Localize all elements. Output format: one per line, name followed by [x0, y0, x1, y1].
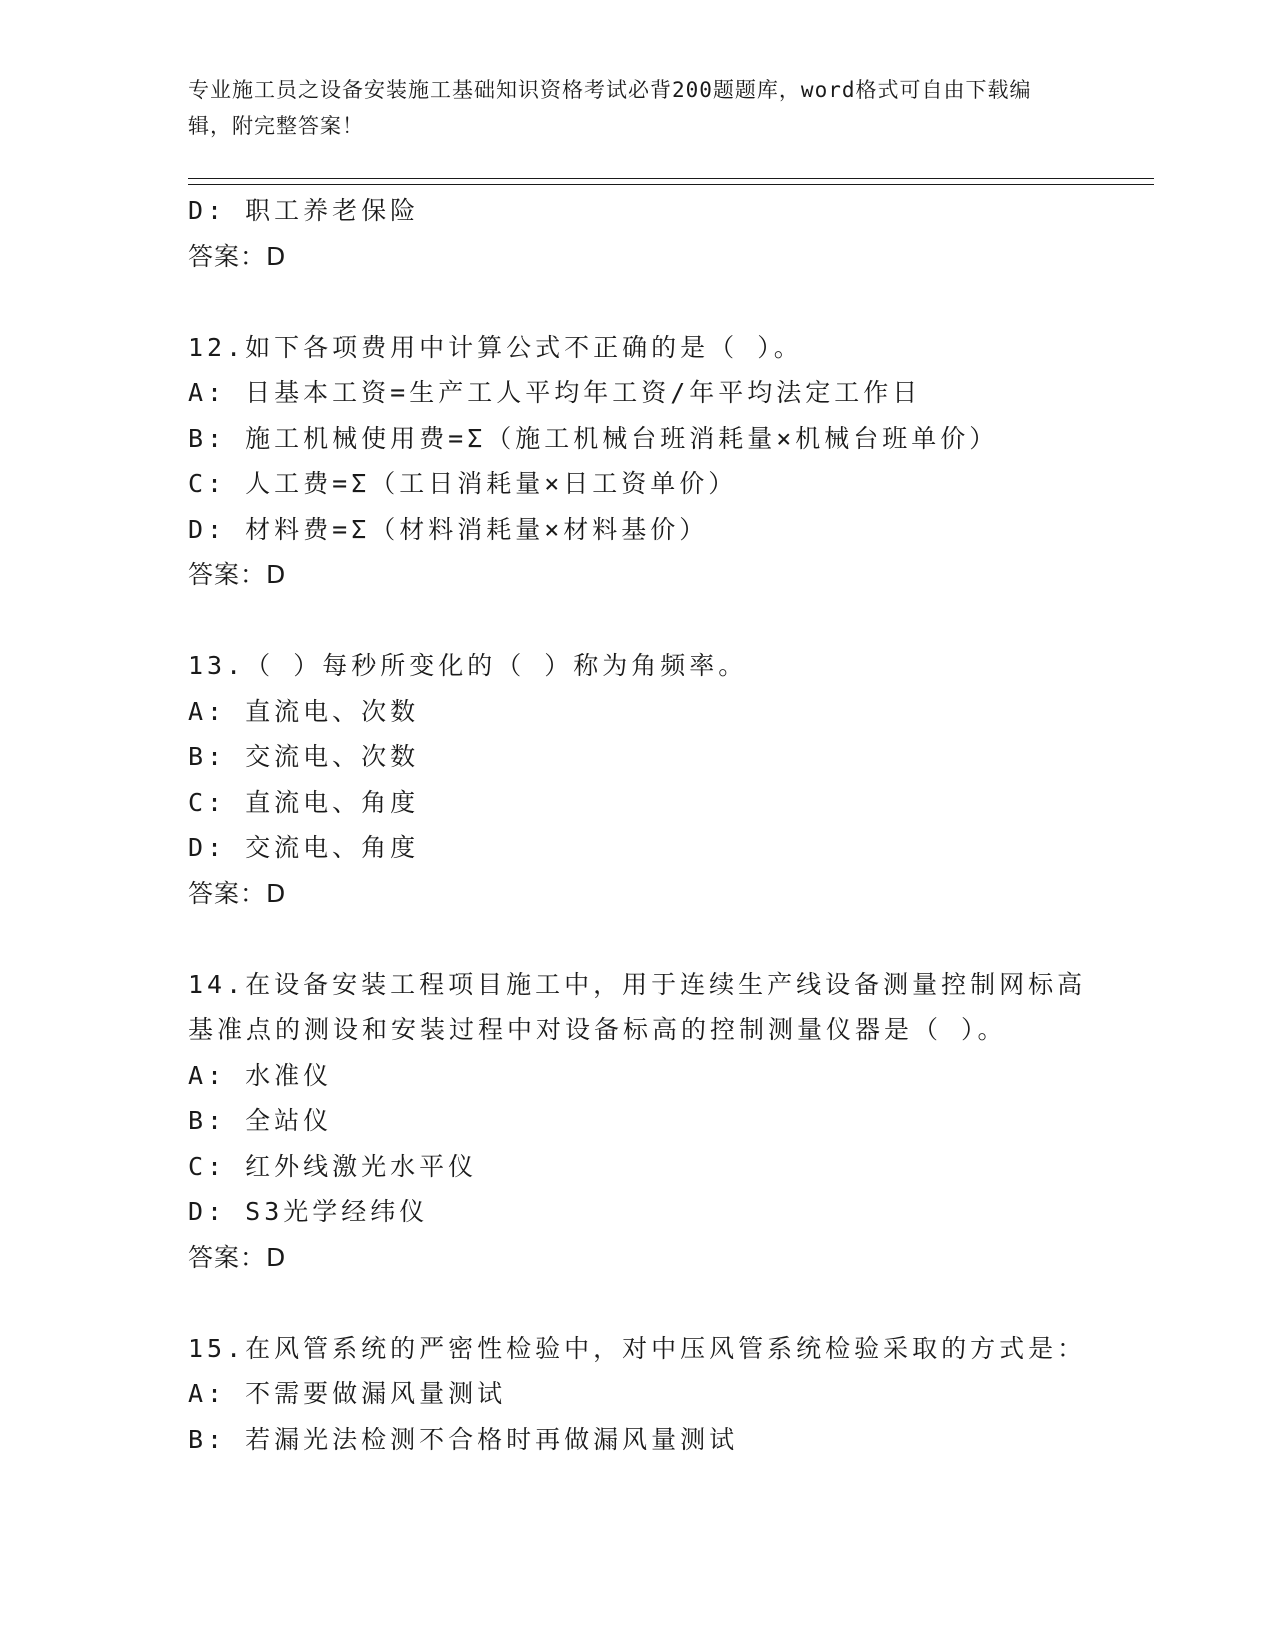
option-d: D: 交流电、角度	[188, 833, 420, 862]
question-stem: 14.在设备安装工程项目施工中，用于连续生产线设备测量控制网标高基准点的测设和安装过程中对设备标高的控制测量仪器是（ ）。	[188, 969, 1087, 1044]
question-prev	[188, 188, 1108, 279]
spacer	[188, 916, 1108, 962]
answer-line: 答案：D	[188, 878, 287, 908]
answer-line: 答案：D	[188, 241, 287, 271]
spacer	[188, 1280, 1108, 1326]
question-stem: 12.如下各项费用中计算公式不正确的是（ ）。	[188, 332, 803, 362]
option-a: A: 水准仪	[188, 1060, 333, 1090]
header-rule-top	[188, 178, 1154, 179]
option-d: D: 材料费=Σ（材料消耗量×材料基价）	[188, 514, 709, 544]
question-list	[188, 188, 1108, 1462]
question-12	[188, 325, 1108, 598]
option-c: C: 人工费=Σ（工日消耗量×日工资单价）	[188, 469, 738, 498]
question-stem: 15.在风管系统的严密性检验中，对中压风管系统检验采取的方式是：	[188, 1333, 1087, 1363]
option-d: D: 职工养老保险	[188, 196, 420, 225]
question-stem: 13.（ ）每秒所变化的（ ）称为角频率。	[188, 651, 748, 680]
option-b: B: 交流电、次数	[188, 742, 420, 771]
spacer	[188, 279, 1108, 325]
option-a: A: 直流电、次数	[188, 696, 420, 726]
spacer	[188, 598, 1108, 644]
option-c: C: 直流电、角度	[188, 787, 420, 817]
option-a: A: 不需要做漏风量测试	[188, 1379, 507, 1408]
answer-line: 答案：D	[188, 560, 287, 589]
header-rule-bottom	[188, 184, 1154, 185]
question-13	[188, 643, 1108, 916]
answer-line: 答案：D	[188, 1242, 287, 1272]
option-b: B: 全站仪	[188, 1106, 333, 1135]
option-d: D: S3光学经纬仪	[188, 1197, 429, 1226]
question-14	[188, 962, 1108, 1281]
option-b: B: 若漏光法检测不合格时再做漏风量测试	[188, 1424, 739, 1454]
option-a: A: 日基本工资=生产工人平均年工资/年平均法定工作日	[188, 378, 922, 407]
option-b: B: 施工机械使用费=Σ（施工机械台班消耗量×机械台班单价）	[188, 423, 999, 453]
document-header: 专业施工员之设备安装施工基础知识资格考试必背200题题库，word格式可自由下载编辑，附完整答案！	[188, 78, 1032, 138]
option-c: C: 红外线激光水平仪	[188, 1151, 478, 1181]
question-15	[188, 1326, 1108, 1463]
